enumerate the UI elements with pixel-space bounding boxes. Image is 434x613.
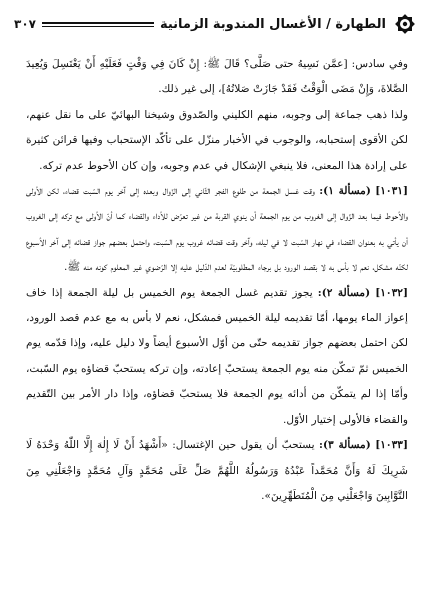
star-ornament-icon [390,9,420,39]
issue-title: (مسألة ١): [319,185,371,198]
issue-title: (مسألة ٣): [319,439,371,452]
paragraph [26,52,408,103]
paragraph [26,103,408,179]
issue-number: [١٠٣١] [375,185,409,198]
page-number: ٣٠٧ [14,17,36,31]
paragraph-text: ولذا ذهب جماعة إلى وجوبه، منهم الكليني والصّدوق وشيخنا البهائيّ على ما نقل عنهم، لكن الأقوى إستحبابه، والوجوب في الأخبار منزّل على تأكّد الإستحباب وفيها قرائن كثيرة على إرادة هذا المعنى، فلا ينبغي الإشكال في عدم وجوبه، وإن كان الأحوط عدم تركه. [26,108,408,172]
paragraph-text: يستحبّ أن يقول حين الإغتسال: «أَشْهَدُ أَنْ لَا إِلٰهَ إِلَّا اللّٰهُ وَحْدَهُ لَا شَرِيكَ لَهُ وَأَنَّ مُحَمَّداً عَبْدُهُ وَرَسُولُهُ اللَّهُمَّ صَلِّ عَلَى مُحَمَّدٍ وَآلِ مُحَمَّدٍ وَاجْعَلْنِي مِنَ التَّوَّابِينَ وَاجْعَلْنِي مِنَ الْمُتَطَهِّرِينَ». [26,439,408,502]
issue-number: [١٠٣٢] [375,286,409,299]
issue-paragraph [26,179,408,281]
paragraph-text: وقت غسل الجمعة من طلوع الفجر الثّاني إلى الزّوال وبعده إلى آخر يوم السّبت قضاء، لكن الأولى والأحوط فيما بعد الزّوال إلى الغروب من يوم الجمعة أن ينوي القربة من غير تعرّض للأداء والقضاء كما أنّ الأولى مع تركه إلى الغروب أن يأتي به بعنوان القضاء في نهار السّبت لا في ليله، وآخر وقت قضائه غروب يوم السّبت، واحتمل بعضهم جواز قضائه إلى آخر الأسبوع لكنّه مشكل، نعم لا بأس به لا بقصد الورود بل برجاء المطلوبيّة لعدم الدّليل عليه إلا الرّضوي غير المعلوم كونه منه ﷺ. [26,185,408,274]
issue-paragraph [26,281,408,433]
issue-paragraph [26,433,408,509]
header-rule [42,22,154,27]
issue-number: [١٠٣٣] [375,439,408,452]
paragraph-text: يجوز تقديم غسل الجمعة يوم الخميس بل ليلة الجمعة إذا خاف إعواز الماء يومها، أمّا تقديمه ليلة الخميس فمشكل، نعم لا بأس به مع عدم قصد الورود، لكن احتمل بعضهم جواز تقديمه حتّى من أوّل الأسبوع أيضاً ولا دليل عليه، وإذا قدّمه يوم الخميس ثمّ تمكّن منه يوم الجمعة يستحبّ إعادته، وإن تركه يستحبّ قضاؤه يوم السّبت، وأمّا إذا لم يتمكّن من أدائه يوم الجمعة فلا يستحبّ قضاؤه، وإذا دار الأمر بين التّقديم والقضاء فالأولى إختيار الأوّل. [26,286,408,426]
star-ornament-icon-graphic [391,10,419,38]
page-header [14,6,420,42]
running-title: الطهارة / الأغسال المندوبة الزمانية [159,16,386,32]
page-body [26,52,408,509]
paragraph-text: وفي سادس: [عمَّن نَسِيهُ حتى صَلَّى؟ قَالَ ﷺ: إِنْ كَانَ فِي وَقْتٍ فَعَلَيْهِ أَنْ يَغْتَسِلَ وَيُعِيدَ الصَّلاةَ، وَإِنْ مَضَى الْوَقْتُ فَقَدْ جَازَتْ صَلاتُهُ]، إلى غير ذلك. [26,58,408,96]
issue-title: (مسألة ٢): [317,286,371,299]
